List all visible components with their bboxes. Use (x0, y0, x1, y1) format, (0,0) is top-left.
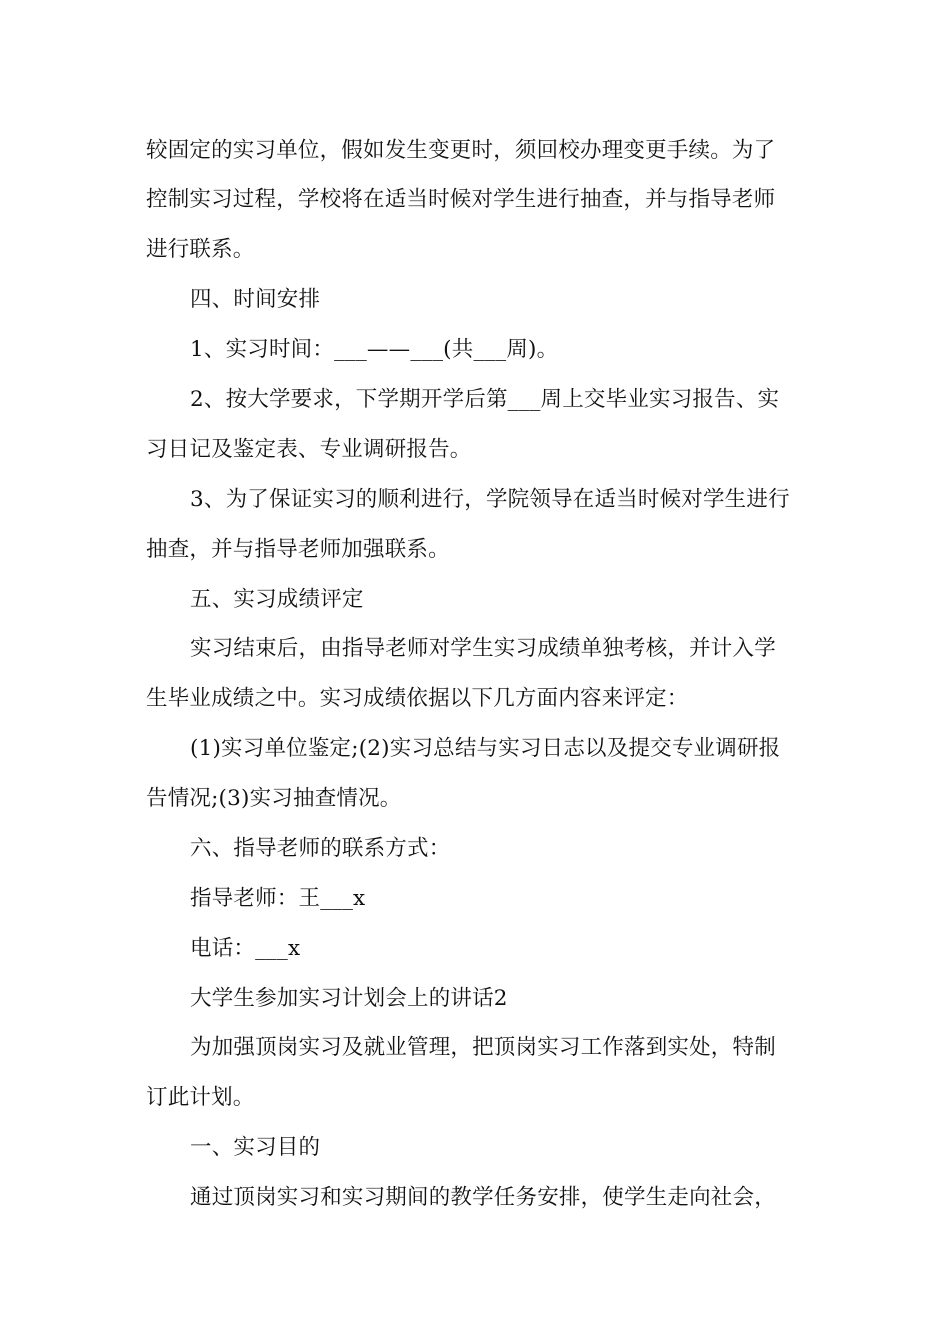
text-line: 控制实习过程，学校将在适当时候对学生进行抽查，并与指导老师 (146, 187, 776, 212)
text-line: 抽查，并与指导老师加强联系。 (146, 537, 450, 562)
section-heading: 六、指导老师的联系方式： (190, 836, 451, 861)
text-line: 习日记及鉴定表、专业调研报告。 (146, 437, 472, 462)
text-line: 指导老师：王___x (190, 886, 366, 911)
document-title: 大学生参加实习计划会上的讲话2 (190, 986, 508, 1011)
text-line: 较固定的实习单位，假如发生变更时，须回校办理变更手续。为了 (146, 138, 776, 163)
text-line: 生毕业成绩之中。实习成绩依据以下几方面内容来评定： (146, 686, 689, 711)
text-line: 实习结束后，由指导老师对学生实习成绩单独考核，并计入学 (190, 636, 776, 661)
text-line: 电话：___x (190, 936, 301, 961)
text-line: 进行联系。 (146, 237, 255, 262)
text-line: 通过顶岗实习和实习期间的教学任务安排，使学生走向社会， (190, 1185, 776, 1210)
text-line: 告情况;(3)实习抽查情况。 (146, 786, 402, 811)
section-heading: 一、实习目的 (190, 1135, 321, 1160)
text-line: 3、为了保证实习的顺利进行，学院领导在适当时候对学生进行 (190, 487, 790, 512)
section-heading: 五、实习成绩评定 (190, 587, 364, 612)
section-heading: 四、时间安排 (190, 287, 321, 312)
text-line: 为加强顶岗实习及就业管理，把顶岗实习工作落到实处，特制 (190, 1035, 776, 1060)
text-line: 订此计划。 (146, 1085, 255, 1110)
text-line: 1、实习时间：___——___(共___周)。 (190, 337, 559, 362)
text-line: 2、按大学要求，下学期开学后第___周上交毕业实习报告、实 (190, 387, 780, 412)
text-line: (1)实习单位鉴定;(2)实习总结与实习日志以及提交专业调研报 (190, 736, 781, 761)
